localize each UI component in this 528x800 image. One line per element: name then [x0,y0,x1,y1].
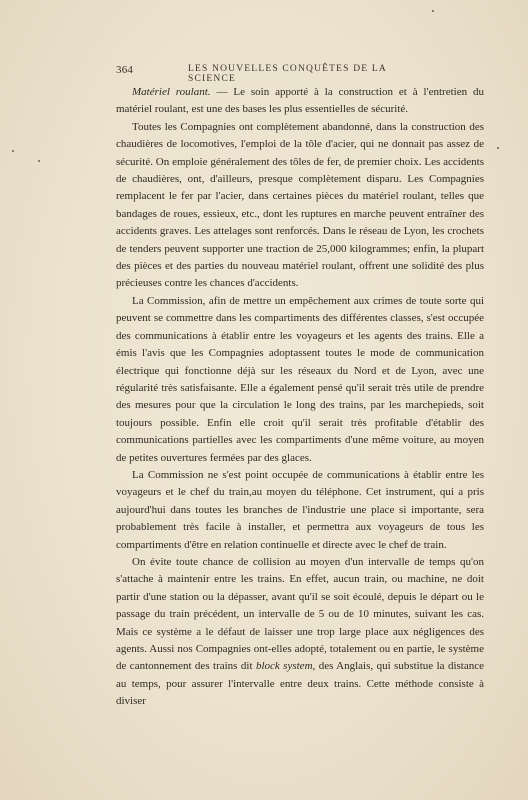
paragraph-telephone: La Commission ne s'est point occupée de communications à établir entre les voyageurs et le chef du train,au moyen du téléphone. Cet instrument, qui a pris aujourd'hui dans toutes les branches de l'industrie une place si importante, sera probablement très facile à installer, et permettra aux voyageurs de tous les compartiments d'être en relation continuelle et directe avec le chef de train. [116,468,484,551]
paragraph-commission: La Commission, afin de mettre un empêchement aux crimes de toute sorte qui peuvent se commettre dans les compartiments des différentes classes, s'est occupée des communications à établir entre les voyageurs et les agents des trains. Elle a émis l'avis que les Compagnies adoptassent toutes le mode de communication électrique qui fonctionne déjà sur les réseaux du Nord et de Lyon, avec une régularité très satisfaisante. Elle a également pensé qu'il serait très utile de prendre des mesures pour que la circulation le long des trains, par les marchepieds, soit toujours possible. Enfin elle croit qu'il serait très profitable d'établir des communications partielles avec les compartiments d'une même voiture, au moyen de petites ouvertures fermées par des glaces. [116,294,484,464]
section-heading: Matériel roulant. [132,86,211,98]
paragraph-collision [116,554,484,711]
body-text [116,84,484,711]
paragraph-text: On évite toute chance de collision au moyen d'un intervalle de temps qu'on s'attache à maintenir entre les trains. En effet, aucun train, ou machine, ne doit partir d'une station ou la dépasser, avant qu'il se soit écoulé, depuis le départ ou le passage du train précédent, un intervalle de 5 ou de 10 minutes, suivant les cas. Mais ce système a le défaut de laisser une trop large place aux négligences des agents. Aussi nos Compagnies ont-elles adopté, totalement ou en partie, le système de cantonnement des trains dit [116,555,484,673]
paper-speck [12,150,14,152]
paper-speck [497,147,499,149]
paper-speck [432,10,434,12]
italic-term: block system [255,660,313,673]
paragraph-chaudieres: Toutes les Compagnies ont complètement abandonné, dans la construction des chaudières de locomotives, l'emploi de la tôle d'acier, qui ne donnait pas assez de sécurité. On emploie généralement des tôles de fer, de premier choix. Les accidents de chaudières, ont, d'ailleurs, presque complètement disparu. Les Compagnies remplacent le fer par l'acier, dans certaines pièces du matériel roulant, telles que bandages de roues, essieux, etc., dont les ruptures en marche peuvent entraîner des accidents graves. Les attelages sont renforcés. Dans le réseau de Lyon, les crochets de tenders peuvent supporter une traction de 25,000 kilogrammes; enfin, la plupart des pièces et des parties du nouveau matériel roulant, offrent une solidité des plus précieuses contre les chances d'accidents. [116,120,484,290]
paragraph-materiel-roulant [116,84,484,119]
paragraph-text: , des Anglais, qui substitue la distance au temps, pour assurer l'intervalle entre deux trains. Cette méthode consiste à diviser [116,660,484,708]
paragraph-text: — Le soin apporté à la construction et à l'entretien du matériel roulant, est une des bases les plus essentielles de sécurité. [116,86,484,116]
running-header [116,64,416,84]
paper-speck [38,160,40,162]
running-title: LES NOUVELLES CONQUÊTES DE LA SCIENCE [188,64,387,84]
page-number: 364 [116,64,134,76]
